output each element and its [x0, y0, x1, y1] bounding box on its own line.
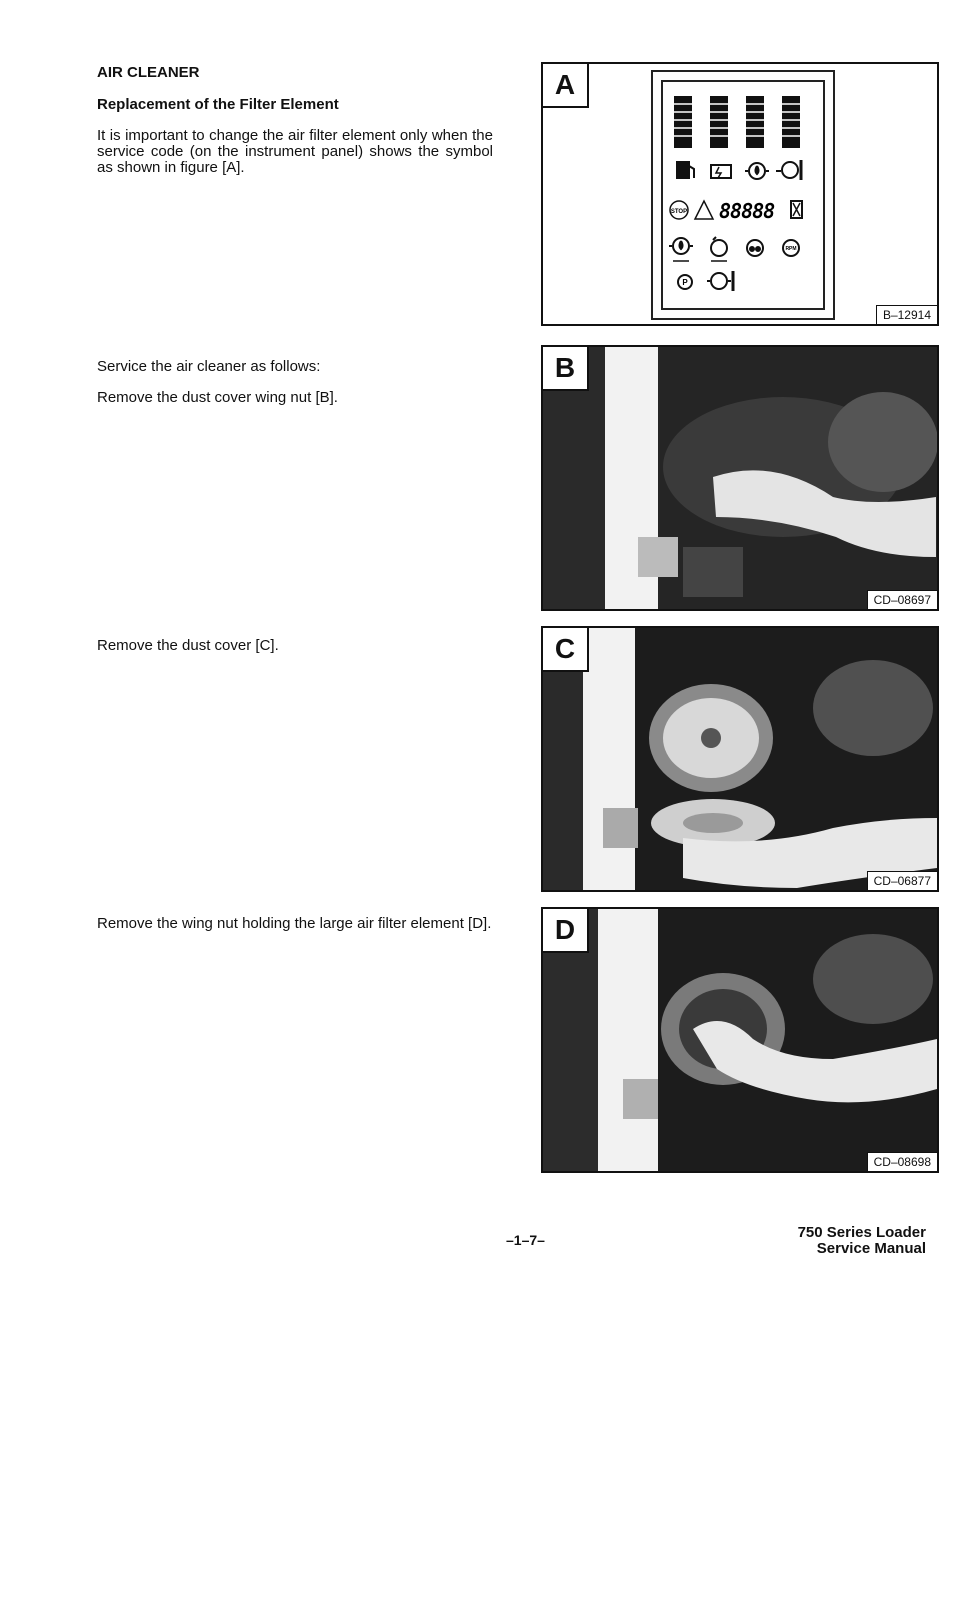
section-heading: AIR CLEANER: [97, 64, 200, 81]
fuel-icon: [677, 162, 694, 178]
footer-title-line1: 750 Series Loader: [797, 1224, 926, 1241]
engine-oil-icon: [669, 238, 693, 261]
figure-c-code: CD–06877: [867, 871, 937, 890]
figure-b-letter: B: [543, 347, 589, 391]
figure-d-photo: [543, 909, 937, 1171]
service-intro-paragraph: Service the air cleaner as follows:: [97, 358, 321, 375]
figure-d-code: CD–08698: [867, 1152, 937, 1171]
hydraulic-filter-icon: [776, 160, 801, 180]
figure-c-letter: C: [543, 628, 589, 672]
figure-d-letter: D: [543, 909, 589, 953]
battery-icon: [711, 165, 731, 178]
rpm-label: RPM: [785, 246, 797, 252]
figure-b-photo: [543, 347, 937, 609]
seat-belt-icon: [747, 240, 763, 256]
instrument-panel-drawing: [543, 64, 937, 324]
step-c-paragraph: Remove the dust cover [C].: [97, 637, 279, 654]
warning-triangle-icon: [695, 201, 713, 219]
park-label: P: [682, 278, 688, 287]
figure-b-code: CD–08697: [867, 590, 937, 609]
step-b-paragraph: Remove the dust cover wing nut [B].: [97, 389, 338, 406]
hourglass-icon: [791, 201, 802, 218]
figure-d: [541, 907, 939, 1173]
footer-title-line2: Service Manual: [816, 1240, 926, 1257]
figure-a: [541, 62, 939, 326]
coolant-icon: [711, 237, 727, 261]
bar-gauges: [674, 96, 800, 148]
figure-b: [541, 345, 939, 611]
digital-display: 88888: [719, 199, 775, 223]
step-d-paragraph: Remove the wing nut holding the large air filter element [D].: [97, 915, 492, 932]
page-number: –1–7–: [506, 1232, 545, 1248]
footer-title: [798, 1225, 926, 1257]
figure-a-letter: A: [543, 64, 589, 108]
section-subheading: Replacement of the Filter Element: [97, 96, 339, 113]
figure-a-code: B–12914: [876, 305, 937, 324]
oil-pressure-icon: [745, 163, 769, 179]
figure-c-photo: [543, 628, 937, 890]
air-filter-icon: [707, 271, 733, 291]
intro-paragraph: It is important to change the air filter element only when the service code (on the instrument panel) shows the symbol as shown in figure [A].: [97, 127, 493, 176]
stop-label: STOP: [670, 209, 688, 215]
figure-c: [541, 626, 939, 892]
